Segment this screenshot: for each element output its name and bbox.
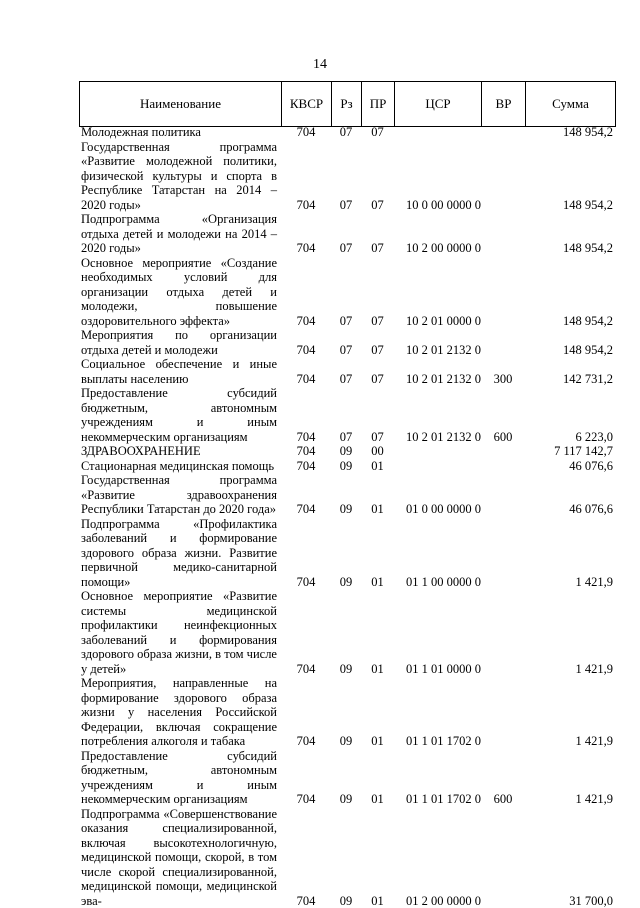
cell-vr: 300	[481, 357, 525, 386]
cell-rz: 09	[331, 459, 361, 474]
cell-sum: 148 954,2	[525, 212, 615, 256]
cell-sum: 1 421,9	[525, 589, 615, 676]
cell-pr: 07	[361, 125, 394, 140]
page-number: 14	[0, 57, 640, 73]
cell-rz: 09	[331, 517, 361, 590]
cell-pr: 07	[361, 212, 394, 256]
cell-csr: 10 2 01 2132 0	[394, 328, 481, 357]
cell-pr: 07	[361, 256, 394, 329]
cell-rz: 09	[331, 749, 361, 807]
table-row	[79, 256, 615, 329]
cell-sum: 1 421,9	[525, 517, 615, 590]
cell-csr: 10 2 00 0000 0	[394, 212, 481, 256]
cell-name: Молодежная политика	[79, 125, 281, 140]
cell-rz: 07	[331, 256, 361, 329]
cell-kvsr: 704	[281, 386, 331, 444]
cell-csr	[394, 459, 481, 474]
cell-name: Государственная программа «Развитие молодежной политики, физической культуры и спорта в Республике Татарстан на 2014 – 2020 годы»	[79, 140, 281, 213]
cell-name: ЗДРАВООХРАНЕНИЕ	[79, 444, 281, 459]
cell-rz: 09	[331, 676, 361, 749]
cell-vr	[481, 140, 525, 213]
table-row	[79, 386, 615, 444]
cell-vr	[481, 589, 525, 676]
cell-pr: 01	[361, 459, 394, 474]
cell-rz: 07	[331, 328, 361, 357]
cell-sum: 148 954,2	[525, 125, 615, 140]
table-row	[79, 212, 615, 256]
table-row	[79, 357, 615, 386]
table-row	[79, 459, 615, 474]
cell-vr	[481, 517, 525, 590]
cell-rz: 07	[331, 357, 361, 386]
cell-vr	[481, 125, 525, 140]
table-row	[79, 749, 615, 807]
cell-pr: 07	[361, 328, 394, 357]
cell-name: Мероприятия, направленные на формирование здорового образа жизни у населения Российской Федерации, включая сокращение потребления алкоголя и табака	[79, 676, 281, 749]
table-row	[79, 517, 615, 590]
cell-vr: 600	[481, 386, 525, 444]
header-vr: ВР	[482, 82, 526, 127]
cell-pr: 07	[361, 386, 394, 444]
cell-kvsr: 704	[281, 459, 331, 474]
cell-csr: 01 1 01 0000 0	[394, 589, 481, 676]
cell-rz: 07	[331, 140, 361, 213]
budget-table	[79, 125, 615, 908]
cell-sum: 1 421,9	[525, 676, 615, 749]
cell-sum: 46 076,6	[525, 459, 615, 474]
cell-csr: 10 0 00 0000 0	[394, 140, 481, 213]
cell-kvsr: 704	[281, 473, 331, 517]
cell-pr: 07	[361, 140, 394, 213]
table-row	[79, 140, 615, 213]
cell-vr	[481, 473, 525, 517]
header-csr: ЦСР	[395, 82, 482, 127]
cell-sum: 31 700,0	[525, 807, 615, 908]
cell-pr: 01	[361, 589, 394, 676]
cell-rz: 09	[331, 589, 361, 676]
table-row	[79, 676, 615, 749]
table-row	[79, 125, 615, 140]
cell-vr	[481, 444, 525, 459]
header-name: Наименование	[80, 82, 282, 127]
cell-kvsr: 704	[281, 676, 331, 749]
cell-sum: 142 731,2	[525, 357, 615, 386]
cell-vr: 600	[481, 749, 525, 807]
cell-csr: 10 2 01 2132 0	[394, 386, 481, 444]
cell-name: Социальное обеспечение и иные выплаты населению	[79, 357, 281, 386]
cell-kvsr: 704	[281, 749, 331, 807]
cell-sum: 148 954,2	[525, 328, 615, 357]
cell-csr: 01 1 00 0000 0	[394, 517, 481, 590]
cell-name: Основное мероприятие «Развитие системы медицинской профилактики неинфекционных заболеваний и формирования здорового образа жизни, в том числе у детей»	[79, 589, 281, 676]
cell-sum: 6 223,0	[525, 386, 615, 444]
cell-sum: 46 076,6	[525, 473, 615, 517]
cell-rz: 09	[331, 473, 361, 517]
cell-pr: 01	[361, 807, 394, 908]
cell-kvsr: 704	[281, 589, 331, 676]
cell-vr	[481, 256, 525, 329]
cell-csr	[394, 125, 481, 140]
cell-kvsr: 704	[281, 125, 331, 140]
cell-name: Подпрограмма «Совершенствование оказания специализированной, включая высокотехнологичную, медицинской помощи, скорой, в том числе скорой специализированной, медицинской помощи, медицинской эва-	[79, 807, 281, 908]
cell-vr	[481, 676, 525, 749]
table-row	[79, 444, 615, 459]
header-pr: ПР	[362, 82, 395, 127]
cell-pr: 07	[361, 357, 394, 386]
cell-kvsr: 704	[281, 357, 331, 386]
cell-vr	[481, 328, 525, 357]
cell-rz: 09	[331, 444, 361, 459]
table-row	[79, 328, 615, 357]
cell-kvsr: 704	[281, 328, 331, 357]
cell-name: Подпрограмма «Организация отдыха детей и молодежи на 2014 – 2020 годы»	[79, 212, 281, 256]
cell-csr: 01 1 01 1702 0	[394, 749, 481, 807]
table-row	[79, 473, 615, 517]
cell-name: Мероприятия по организации отдыха детей и молодежи	[79, 328, 281, 357]
cell-vr	[481, 212, 525, 256]
cell-pr: 01	[361, 473, 394, 517]
cell-pr: 01	[361, 676, 394, 749]
cell-rz: 07	[331, 212, 361, 256]
cell-name: Государственная программа «Развитие здравоохранения Республики Татарстан до 2020 года»	[79, 473, 281, 517]
cell-sum: 1 421,9	[525, 749, 615, 807]
cell-name: Предоставление субсидий бюджетным, автономным учреждениям и иным некоммерческим организациям	[79, 386, 281, 444]
cell-csr: 10 2 01 2132 0	[394, 357, 481, 386]
cell-name: Основное мероприятие «Создание необходимых условий для организации отдыха детей и молодежи, повышение оздоровительного эффекта»	[79, 256, 281, 329]
cell-csr: 01 2 00 0000 0	[394, 807, 481, 908]
cell-kvsr: 704	[281, 517, 331, 590]
cell-kvsr: 704	[281, 212, 331, 256]
cell-sum: 148 954,2	[525, 140, 615, 213]
cell-rz: 07	[331, 386, 361, 444]
table-row	[79, 807, 615, 908]
cell-csr	[394, 444, 481, 459]
table-header	[79, 81, 616, 127]
table-row	[79, 589, 615, 676]
header-kvsr: КВСР	[282, 82, 332, 127]
cell-kvsr: 704	[281, 140, 331, 213]
cell-sum: 148 954,2	[525, 256, 615, 329]
header-sum: Сумма	[526, 82, 616, 127]
header-rz: Рз	[332, 82, 362, 127]
cell-rz: 09	[331, 807, 361, 908]
cell-sum: 7 117 142,7	[525, 444, 615, 459]
cell-csr: 10 2 01 0000 0	[394, 256, 481, 329]
cell-name: Предоставление субсидий бюджетным, автономным учреждениям и иным некоммерческим организациям	[79, 749, 281, 807]
cell-kvsr: 704	[281, 256, 331, 329]
cell-csr: 01 0 00 0000 0	[394, 473, 481, 517]
cell-kvsr: 704	[281, 444, 331, 459]
cell-csr: 01 1 01 1702 0	[394, 676, 481, 749]
cell-rz: 07	[331, 125, 361, 140]
cell-name: Стационарная медицинская помощь	[79, 459, 281, 474]
cell-pr: 01	[361, 517, 394, 590]
cell-vr	[481, 459, 525, 474]
cell-vr	[481, 807, 525, 908]
cell-kvsr: 704	[281, 807, 331, 908]
cell-name: Подпрограмма «Профилактика заболеваний и формирование здорового образа жизни. Развитие первичной медико-санитарной помощи»	[79, 517, 281, 590]
cell-pr: 01	[361, 749, 394, 807]
cell-pr: 00	[361, 444, 394, 459]
